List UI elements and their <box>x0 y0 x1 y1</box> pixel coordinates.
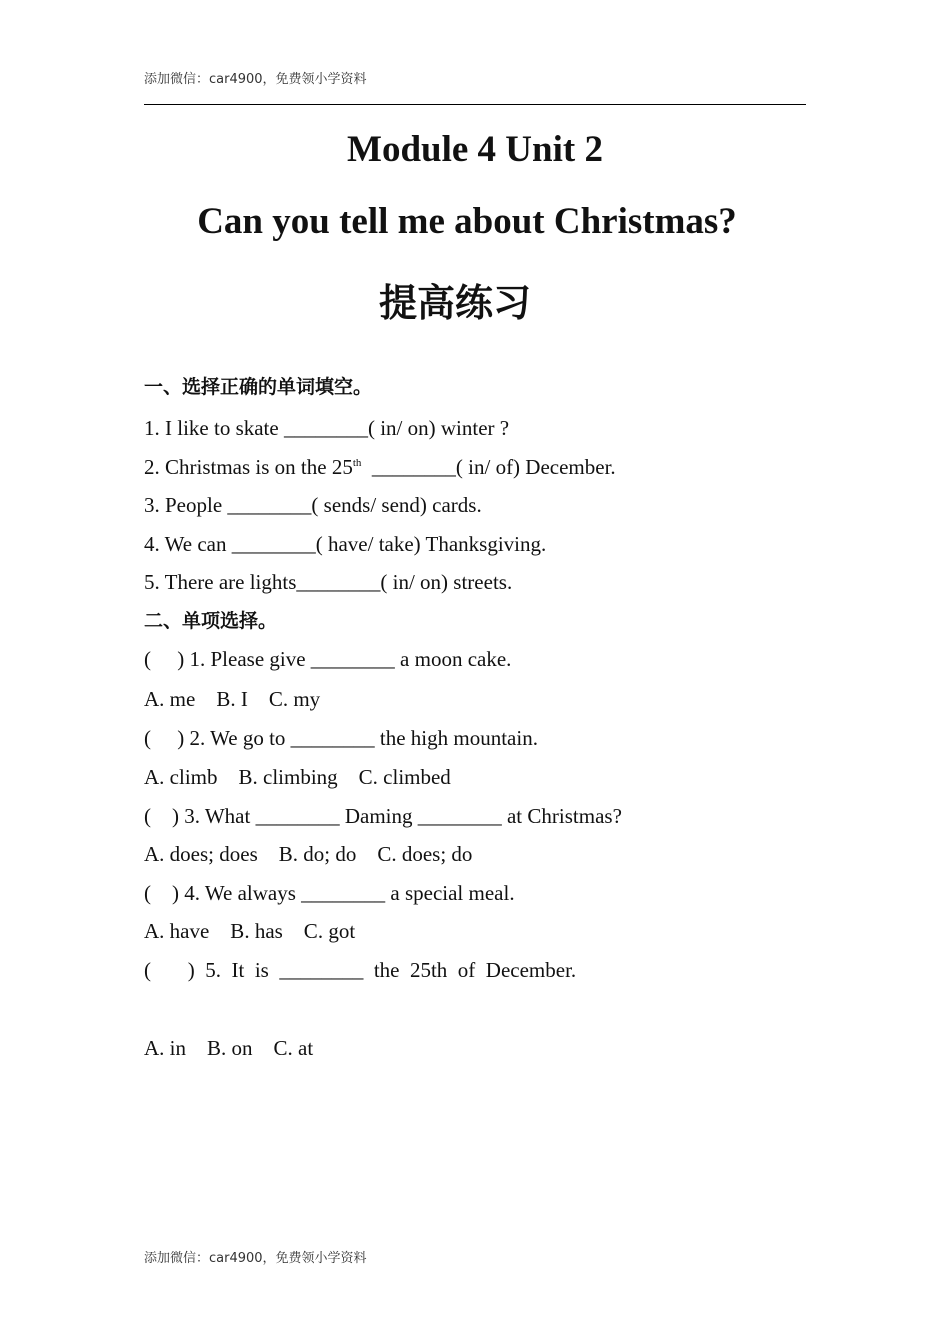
fill-blank-item-1: 1. I like to skate ________( in/ on) winter ? <box>144 416 510 440</box>
ordinal-suffix: th <box>352 457 362 469</box>
page-title: Module 4 Unit 2 <box>347 129 603 170</box>
question-3-options: A. does; does B. do; do C. does; do <box>144 842 473 866</box>
fill-blank-item-2-rest: ________( in/ of) December. <box>361 455 616 479</box>
section-heading-1: 一、选择正确的单词填空。 <box>144 376 373 398</box>
exercise-title: 提高练习 <box>378 281 531 325</box>
section-heading-2: 二、单项选择。 <box>144 610 278 632</box>
footer-note: 添加微信：car4900，免费领小学资料 <box>144 1251 367 1266</box>
question-5-options: A. in B. on C. at <box>144 1036 314 1060</box>
fill-blank-item-4: 4. We can ________( have/ take) Thanksgiving. <box>144 532 547 556</box>
question-2-options: A. climb B. climbing C. climbed <box>144 765 451 789</box>
fill-blank-item-3: 3. People ________( sends/ send) cards. <box>144 493 482 517</box>
header-rule <box>144 104 806 105</box>
question-3-stem: ( ) 3. What ________ Daming ________ at Christmas? <box>144 804 622 828</box>
header-note: 添加微信：car4900，免费领小学资料 <box>144 72 367 87</box>
fill-blank-item-5: 5. There are lights________( in/ on) streets. <box>144 570 513 594</box>
question-4-options: A. have B. has C. got <box>144 919 356 943</box>
page-subtitle: Can you tell me about Christmas? <box>197 201 737 242</box>
question-4-stem: ( ) 4. We always ________ a special meal. <box>144 881 515 905</box>
question-2-stem: ( ) 2. We go to ________ the high mountain. <box>144 726 538 750</box>
fill-blank-item-2-text: 2. Christmas is on the 25 <box>144 455 353 479</box>
fill-blank-item-2 <box>144 457 616 478</box>
question-5-stem: ( ) 5. It is ________ the 25th of December. <box>144 958 577 982</box>
question-1-options: A. me B. I C. my <box>144 687 321 711</box>
question-1-stem: ( ) 1. Please give ________ a moon cake. <box>144 647 512 671</box>
